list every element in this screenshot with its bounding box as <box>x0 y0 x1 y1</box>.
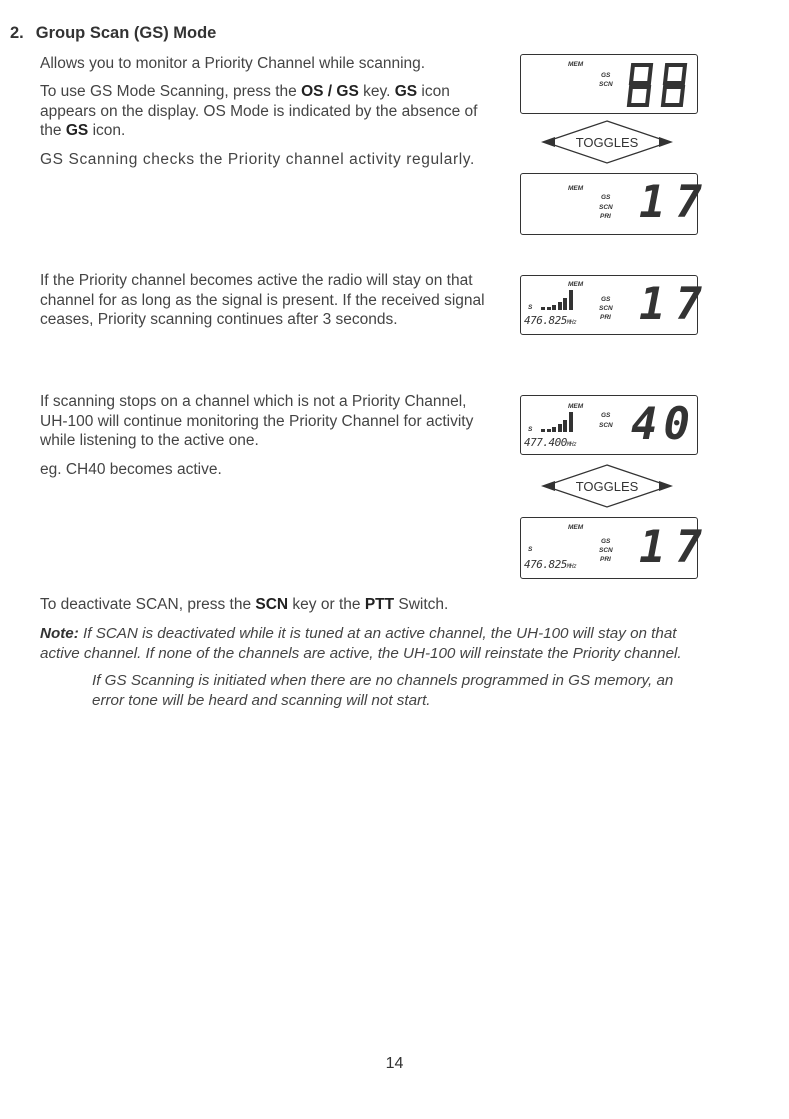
non-priority-paragraph: If scanning stops on a channel which is not a Priority Channel, UH-100 will continue monitoring the Priority Channel for activity while listening to the active one. <box>40 393 474 449</box>
section-heading <box>10 24 216 43</box>
toggles-arrow <box>537 119 677 165</box>
pri-label: PRI <box>600 556 611 563</box>
text-run: key or the <box>288 596 365 613</box>
gs-label: GS <box>601 296 611 303</box>
mem-label: MEM <box>568 185 584 192</box>
text-run: key. <box>358 83 395 100</box>
text-run: icon appears on the display. OS Mode is indicated by the absence of the <box>40 83 478 139</box>
section-number: 2. <box>10 24 24 42</box>
signal-bars <box>541 410 573 432</box>
scn-label: SCN <box>599 204 613 211</box>
scn-label: SCN <box>599 305 613 312</box>
channel-digits <box>625 59 695 111</box>
text-run: To use GS Mode Scanning, press the <box>40 83 302 100</box>
gs-label: GS <box>601 194 611 201</box>
scn-label: SCN <box>599 81 613 88</box>
text-run: To deactivate SCAN, press the <box>40 596 256 613</box>
lcd-display-priority-check <box>520 517 712 579</box>
mem-label: MEM <box>568 524 584 531</box>
section-title: Group Scan (GS) Mode <box>35 24 217 42</box>
pri-label: PRI <box>600 314 611 321</box>
channel-value: 17 <box>639 177 712 228</box>
note-text-2: If GS Scanning is initiated when there are no channels programmed in GS memory, an error tone will be heard and scanning will not start. <box>92 672 674 709</box>
signal-label: S <box>528 304 533 311</box>
pri-label: PRI <box>600 213 611 220</box>
lcd-display-ch40-active <box>520 395 698 455</box>
toggles-label: TOGGLES <box>575 479 639 494</box>
channel-value: 40 <box>631 399 696 450</box>
note-block <box>40 624 705 710</box>
mhz-label: MHz <box>566 319 577 326</box>
scn-label: SCN <box>599 422 613 429</box>
mhz-label: MHz <box>566 441 577 448</box>
text-run: Switch. <box>394 596 449 613</box>
os-gs-key-label: OS / GS <box>301 83 359 100</box>
ptt-switch-label: PTT <box>364 596 395 613</box>
gs-icon-label: GS <box>65 122 89 139</box>
lcd-display-gs-scan <box>520 54 698 114</box>
note-text-1: If SCAN is deactivated while it is tuned at an active channel, the UH-100 will stay on that active channel. If none of the channels are active, the UH-100 will reinstate the Priority channel. <box>40 625 682 662</box>
text-run: icon. <box>88 122 126 139</box>
gs-mode-paragraph <box>40 82 485 141</box>
intro-paragraph: Allows you to monitor a Priority Channel while scanning. <box>40 55 426 72</box>
frequency-value: 476.825 <box>524 558 567 571</box>
scn-key-label: SCN <box>255 596 289 613</box>
scn-label: SCN <box>599 547 613 554</box>
gs-icon-label: GS <box>394 83 418 100</box>
channel-value: 17 <box>639 279 712 330</box>
signal-label: S <box>528 426 533 433</box>
mem-label: MEM <box>568 61 584 68</box>
gs-label: GS <box>601 538 611 545</box>
page-number: 14 <box>385 1055 404 1072</box>
gs-label: GS <box>601 72 611 79</box>
frequency-readout <box>524 314 576 327</box>
toggles-arrow <box>537 463 677 509</box>
priority-active-paragraph: If the Priority channel becomes active the radio will stay on that channel for as long as the signal is present. If the received signal ceases, Priority scanning continues after 3 seconds. <box>40 272 485 328</box>
note-label: Note: <box>40 625 79 642</box>
mem-label: MEM <box>568 281 584 288</box>
frequency-readout <box>524 436 576 449</box>
signal-label: S <box>528 546 533 553</box>
toggles-label: TOGGLES <box>575 135 639 150</box>
frequency-readout <box>524 558 576 571</box>
lcd-display-priority <box>520 173 712 235</box>
lcd-display-priority-active <box>520 275 712 335</box>
deactivate-paragraph <box>40 595 740 615</box>
gs-label: GS <box>601 412 611 419</box>
example-paragraph: eg. CH40 becomes active. <box>40 461 222 478</box>
gs-scanning-paragraph: GS Scanning checks the Priority channel activity regularly. <box>40 151 475 168</box>
signal-bars <box>541 288 573 310</box>
mhz-label: MHz <box>566 563 577 570</box>
frequency-value: 476.825 <box>524 314 567 327</box>
note-first <box>40 624 705 663</box>
channel-value: 17 <box>639 522 712 573</box>
mem-label: MEM <box>568 403 584 410</box>
frequency-value: 477.400 <box>524 436 567 449</box>
